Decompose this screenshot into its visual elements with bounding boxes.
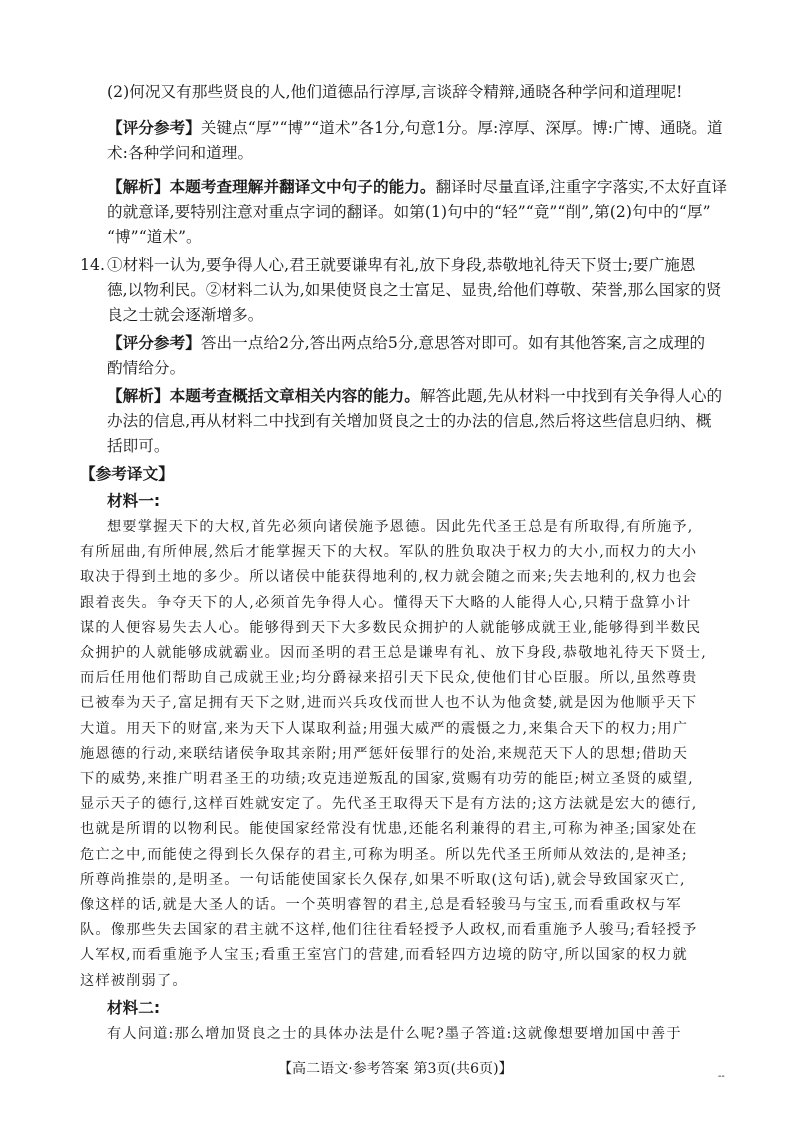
material1-line: 队。像那些失去国家的君主就不这样,他们往往看轻授予人政权,而看重施予人骏马;看轻授予 <box>80 922 698 938</box>
material1-line: 所尊尚推崇的,是明圣。一句话能使国家长久保存,如果不听取(这句话),就会导致国家灭亡, <box>80 872 686 888</box>
q14-scoring-line-2: 酌情给分。 <box>107 359 186 377</box>
analysis-label: 【解析】 <box>107 387 170 405</box>
material1-line: 谋的人便容易失去人心。能够得到天下大多数民众拥护的人就能够成就王业,能够得到半数民 <box>80 620 702 636</box>
material1-line: 施恩德的行动,来联结诸侯争取其亲附;用严惩奸佞罪行的处治,来规范天下人的思想;借助天 <box>80 746 689 762</box>
material1-line: 而后任用他们帮助自己成就王业;均分爵禄来招引天下民众,使他们甘心臣服。所以,虽然尊贵 <box>80 670 698 686</box>
material1-line: 有所屈曲,有所伸展,然后才能掌握天下的大权。军队的胜负取决于权力的大小,而权力的大小 <box>80 544 698 560</box>
analysis-bold-text: 本题考查理解并翻译文中句子的能力。 <box>169 178 436 196</box>
q13-sentence-2: (2)何况又有那些贤良的人,他们道德品行淳厚,言谈辞令精辩,通晓各种学问和道理呢! <box>107 83 683 101</box>
q14-answer-line-3: 良之士就会逐渐增多。 <box>107 306 264 324</box>
q14-answer-line-1: ①材料一认为,要争得人心,君王就要谦卑有礼,放下身段,恭敬地礼待天下贤士;要广施恩 <box>107 256 696 274</box>
scoring-text: 关键点“厚”“博”“道术”各1分,句意1分。厚:淳厚、深厚。博:广博、通晓。道 <box>200 119 723 137</box>
page-footer: 【高二语文·参考答案 第3页(共6页)】 <box>278 1061 513 1077</box>
material1-line: 众拥护的人就能够成就霸业。因而圣明的君王总是谦卑有礼、放下身段,恭敬地礼待天下贤士, <box>80 645 707 661</box>
q14-scoring-line-1 <box>107 330 705 356</box>
q13-analysis-line-1 <box>107 174 727 200</box>
material1-line: 危亡之中,而能使之得到长久保存的君主,可称为明圣。所以先代圣王所师从效法的,是神圣; <box>80 847 688 863</box>
analysis-label: 【解析】 <box>107 178 170 196</box>
corner-mark: -- <box>718 1071 725 1082</box>
q13-scoring-line-1 <box>107 115 723 141</box>
material1-line: 人军权,而看重施予人宝玉;看重王室宫门的营建,而看轻四方边境的防守,所以国家的权力就 <box>80 947 688 963</box>
scoring-text: 答出一点给2分,答出两点给5分,意思答对即可。如有其他答案,言之成理的 <box>200 334 706 352</box>
material1-line: 也就是所谓的以物利民。能使国家经常没有忧患,还能名利兼得的君主,可称为神圣;国家处在 <box>80 821 698 837</box>
material2-label: 材料二: <box>107 999 161 1017</box>
analysis-text: 翻译时尽量直译,注重字字落实,不太好直译 <box>435 178 728 196</box>
q13-scoring-line-2: 术:各种学问和道理。 <box>107 144 254 162</box>
material1-line: 想要掌握天下的大权,首先必须向诸侯施予恩德。因此先代圣王总是有所取得,有所施予, <box>107 519 694 535</box>
q14-analysis-line-1 <box>107 383 722 409</box>
material2-line: 有人问道:那么增加贤良之士的具体办法是什么呢?墨子答道:这就像想要增加国中善于 <box>107 1026 682 1042</box>
material1-line: 取决于得到土地的多少。所以诸侯中能获得地利的,权力就会随之而来;失去地利的,权力也会 <box>80 569 698 585</box>
translation-heading: 【参考译文】 <box>80 465 174 483</box>
material1-label: 材料一: <box>107 492 161 510</box>
material1-line: 大道。用天下的财富,来为天下人谋取利益;用强大威严的震慑之力,来集合天下的权力;用广 <box>80 721 689 737</box>
analysis-text: 解答此题,先从材料一中找到有关争得人心的 <box>419 387 723 405</box>
material1-line: 显示天子的德行,这样百姓就安定了。先代圣王取得天下是有方法的;这方法就是宏大的德行, <box>80 796 698 812</box>
analysis-bold-text: 本题考查概括文章相关内容的能力。 <box>169 387 420 405</box>
scoring-label: 【评分参考】 <box>107 334 201 352</box>
material1-line: 已被奉为天子,富足拥有天下之财,进而兴兵攻伐而世人也不认为他贪婪,就是因为他顺乎天下 <box>80 695 698 711</box>
q13-analysis-line-2: 的就意译,要特别注意对重点字词的翻译。如第(1)句中的“轻”“竟”“削”,第(2)句中的“厚” <box>107 203 711 221</box>
material1-line: 像这样的话,就是大圣人的话。一个英明睿智的君主,总是看轻骏马与宝玉,而看重政权与军 <box>80 897 682 913</box>
material1-line: 下的威势,来推广明君圣王的功绩;攻克违逆叛乱的国家,赏赐有功劳的能臣;树立圣贤的威望, <box>80 771 694 787</box>
q14-number: 14. <box>80 256 105 274</box>
q14-answer-line-2: 德,以物利民。②材料二认为,如果使贤良之士富足、显贵,给他们尊敬、荣誉,那么国家的贤 <box>107 281 722 299</box>
scoring-label: 【评分参考】 <box>107 119 201 137</box>
q13-analysis-line-3: “博”“道术”。 <box>107 228 202 246</box>
q14-analysis-line-2: 办法的信息,再从材料二中找到有关增加贤良之士的办法的信息,然后将这些信息归纳、概 <box>107 412 712 430</box>
material1-line: 这样被削弱了。 <box>80 973 188 989</box>
material1-line: 跟着丧失。争夺天下的人,必须首先争得人心。懂得天下大略的人能得人心,只精于盘算小计 <box>80 595 692 611</box>
q14-analysis-line-3: 括即可。 <box>107 437 170 455</box>
